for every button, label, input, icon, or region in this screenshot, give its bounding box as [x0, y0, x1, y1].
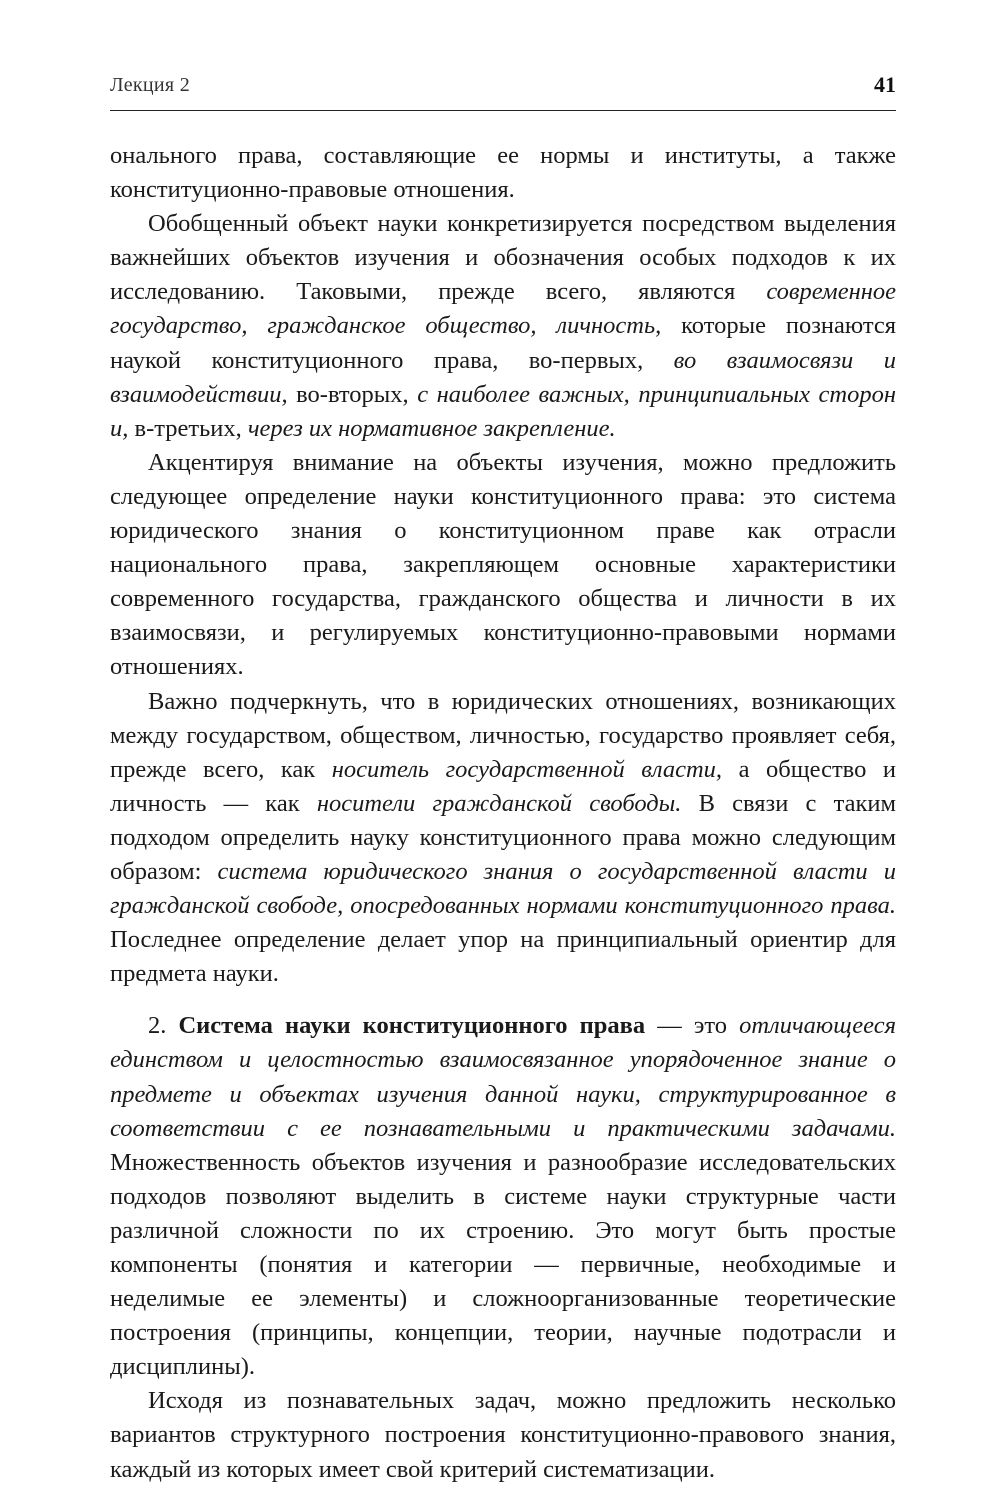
text-run: Последнее определение делает упор на принципиальный ориентир для предмета науки.	[110, 926, 896, 988]
paragraph-4	[110, 685, 896, 992]
emphasis: через их нормативное закрепление.	[247, 414, 616, 442]
emphasis: носители гражданской свободы.	[316, 789, 682, 817]
running-header-section: Лекция 2	[110, 74, 191, 96]
text-run: Акцентируя внимание на объекты изучения, можно предложить следующее определение науки конституционного права: это система юридического знания о конституционном праве как отрасли национального права, закрепляющем основные характеристики современного государства, гражданского общества и личности в их взаимосвязи, и регулируемых конституционно-правовыми нормами отношениях.	[110, 448, 896, 681]
paragraph-3	[110, 446, 896, 685]
text-run: 2.	[148, 1012, 179, 1040]
text-run: В связи с таким подходом определить науку конституционного права можно следующим образом:	[110, 789, 897, 885]
section-heading-term: Система науки конституционного права	[178, 1012, 646, 1040]
emphasis: современное государство, гражданское общество, личность,	[110, 278, 896, 340]
emphasis: носитель государственной власти,	[331, 755, 723, 783]
page-number: 41	[874, 72, 896, 97]
text-run: — это	[645, 1012, 740, 1040]
paragraph-1	[110, 139, 896, 207]
body-text	[110, 139, 896, 1487]
text-run: онального права, составляющие ее нормы и институты, а также конституционно-правовые отношения.	[110, 142, 896, 204]
text-run: в-третьих,	[128, 414, 248, 442]
text-run: Важно подчеркнуть, что в юридических отношениях, возникающих между государством, обществом, личностью, государство проявляет себя, прежде всего, как	[110, 687, 896, 783]
emphasis: отличающееся единством и целостностью взаимосвязанное упорядоченное знание о предмете и объектах изучения данной науки, структурированное в соответствии с ее познавательными и практическими задачами.	[110, 1012, 896, 1142]
text-run: которые познаются наукой конституционного права, во-первых,	[110, 312, 896, 374]
text-run: во-вторых,	[287, 380, 418, 408]
emphasis: во взаимосвязи и взаимодействии,	[110, 346, 896, 408]
paragraph-6	[110, 1384, 896, 1486]
text-run: а общество и личность — как	[110, 755, 896, 817]
paragraph-5	[110, 1009, 896, 1384]
text-run: Множественность объектов изучения и разнообразие исследовательских подходов позволяют выделить в системе науки структурные части различной сложности по их строению. Это могут быть простые компоненты (понятия и категории — первичные, необходимые и неделимые ее элементы) и сложноорганизованные теоретические построения (принципы, концепции, теории, научные подотрасли и дисциплины).	[110, 1148, 896, 1381]
emphasis: система юридического знания о государственной власти и гражданской свободе, опосредованных нормами конституционного права.	[110, 857, 896, 920]
text-run: Исходя из познавательных задач, можно предложить несколько вариантов структурного построения конституционно-правового знания, каждый из которых имеет свой критерий систематизации.	[110, 1387, 896, 1483]
emphasis: с наиболее важных, принципиальных сторон и,	[110, 380, 896, 442]
paragraph-2	[110, 207, 896, 446]
text-run: Обобщенный объект науки конкретизируется посредством выделения важнейших объектов изучения и обозначения особых подходов к их исследованию. Таковыми, прежде всего, являются	[110, 210, 896, 306]
running-header	[110, 74, 896, 111]
